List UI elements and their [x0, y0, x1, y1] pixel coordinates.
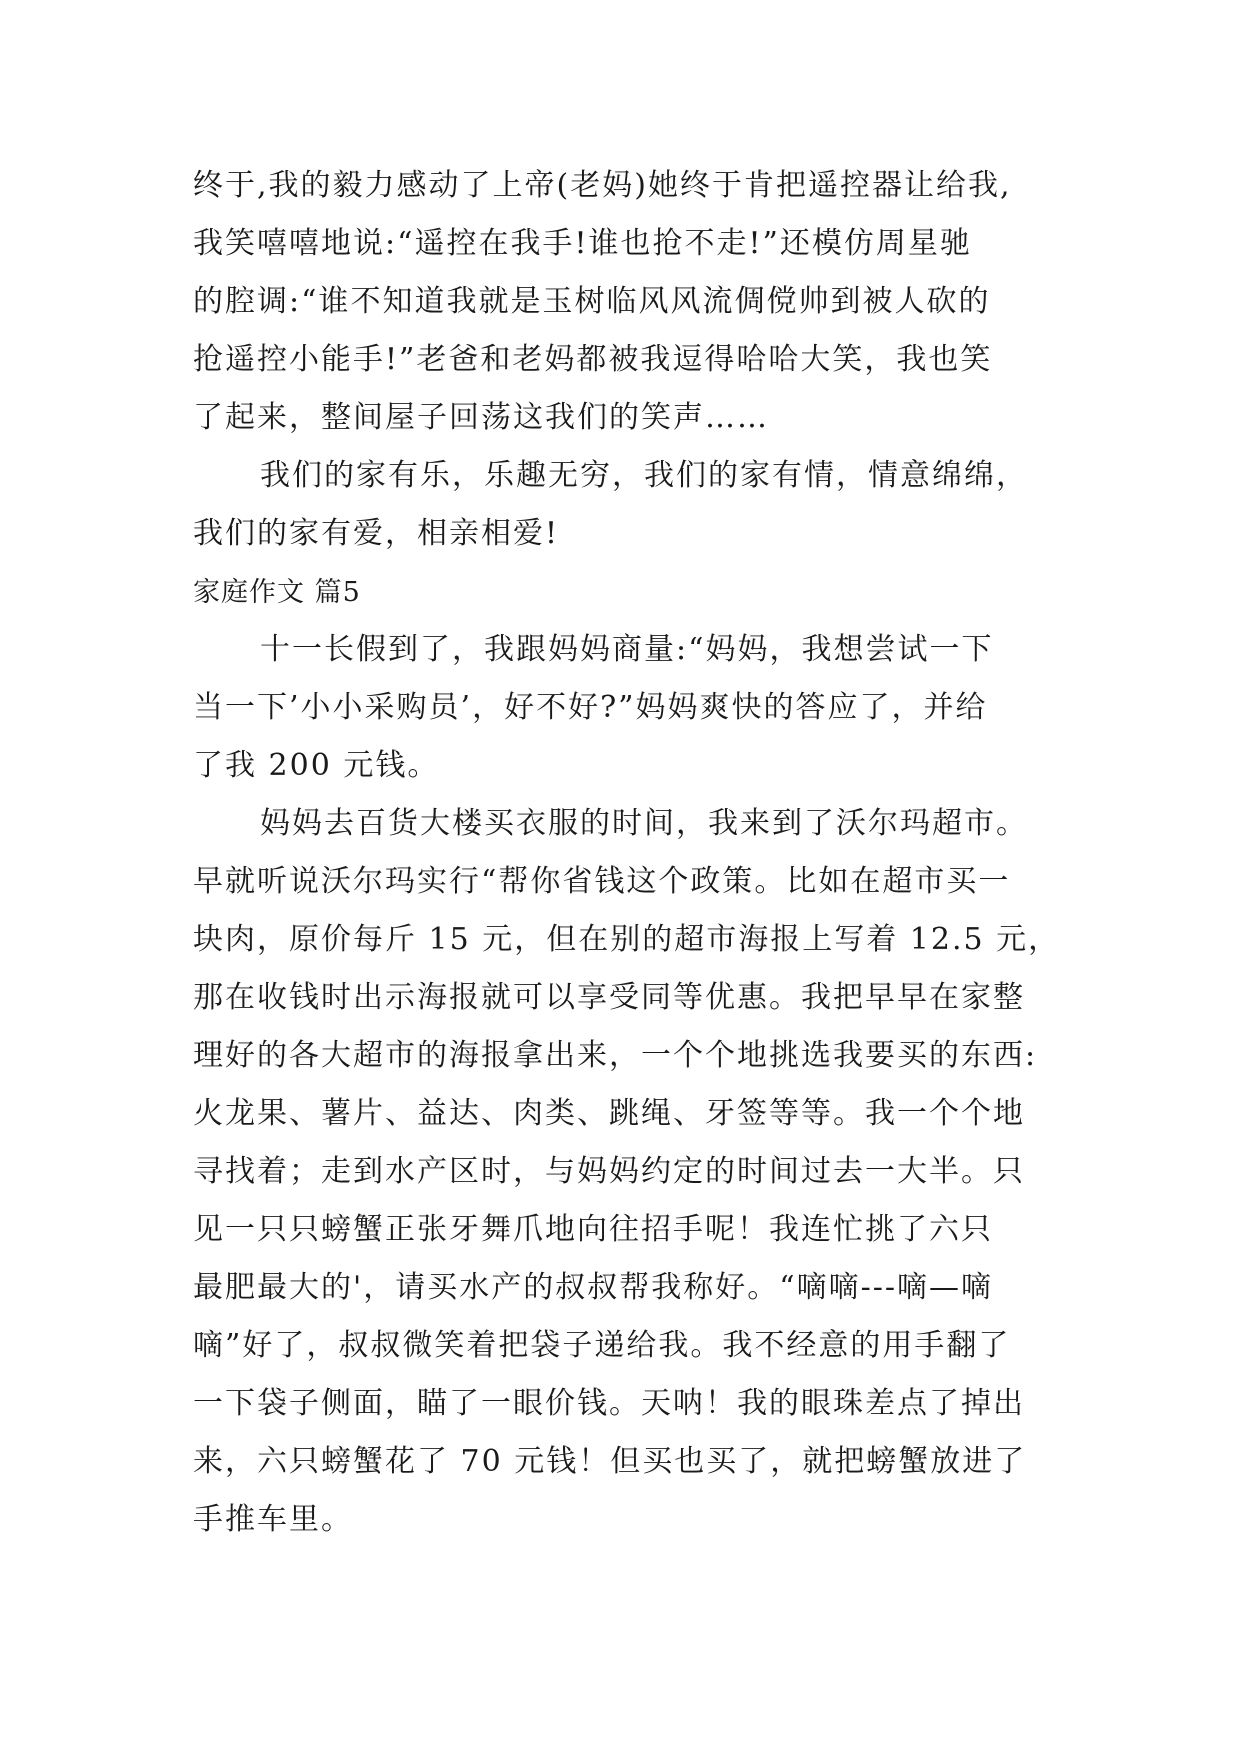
text-line: 理好的各大超市的海报拿出来，一个个地挑选我要买的东西:: [193, 1038, 1038, 1073]
text-line: 块肉，原价每斤 15 元，但在别的超市海报上写着 12.5 元，: [193, 922, 1061, 957]
text-line: 妈妈去百货大楼买衣服的时间，我来到了沃尔玛超市。: [260, 806, 1028, 841]
text-line: 一下袋子侧面，瞄了一眼价钱。天呐！我的眼珠差点了掉出: [193, 1386, 1025, 1421]
text-line: 见一只只螃蟹正张牙舞爪地向往招手呢！我连忙挑了六只: [193, 1212, 993, 1247]
text-line: 嘀”好了，叔叔微笑着把袋子递给我。我不经意的用手翻了: [193, 1328, 1011, 1363]
text-line: 当一下’小小采购员’，好不好?”妈妈爽快的答应了，并给: [193, 690, 988, 725]
text-line: 早就听说沃尔玛实行“帮你省钱这个政策。比如在超市买一: [193, 864, 1011, 899]
text-line: 我们的家有爱，相亲相爱!: [193, 516, 560, 551]
text-line: 我们的家有乐，乐趣无穷，我们的家有情，情意绵绵，: [260, 458, 1028, 493]
text-line: 最肥最大的'，请买水产的叔叔帮我称好。“嘀嘀---嘀—嘀: [193, 1270, 993, 1305]
text-line: 来，六只螃蟹花了 70 元钱！但买也买了，就把螃蟹放进了: [193, 1444, 1027, 1479]
section-heading: 家庭作文 篇5: [193, 577, 361, 608]
text-line: 了我 200 元钱。: [193, 748, 440, 783]
text-line: 寻找着；走到水产区时，与妈妈约定的时间过去一大半。只: [193, 1154, 1025, 1189]
text-line: 那在收钱时出示海报就可以享受同等优惠。我把早早在家整: [193, 980, 1025, 1015]
text-line: 十一长假到了，我跟妈妈商量:“妈妈，我想尝试一下: [260, 632, 994, 667]
text-line: 抢遥控小能手!”老爸和老妈都被我逗得哈哈大笑，我也笑: [193, 342, 993, 377]
text-line: 手推车里。: [193, 1502, 353, 1537]
text-line: 了起来，整间屋子回荡这我们的笑声……: [193, 400, 769, 435]
text-line: 的腔调:“谁不知道我就是玉树临风风流倜傥帅到被人砍的: [193, 284, 991, 319]
text-line: 我笑嘻嘻地说:“遥控在我手!谁也抢不走!”还模仿周星驰: [193, 226, 972, 261]
text-line: 火龙果、薯片、益达、肉类、跳绳、牙签等等。我一个个地: [193, 1096, 1025, 1131]
text-line: 终于,我的毅力感动了上帝(老妈)她终于肯把遥控器让给我,: [193, 168, 1012, 203]
